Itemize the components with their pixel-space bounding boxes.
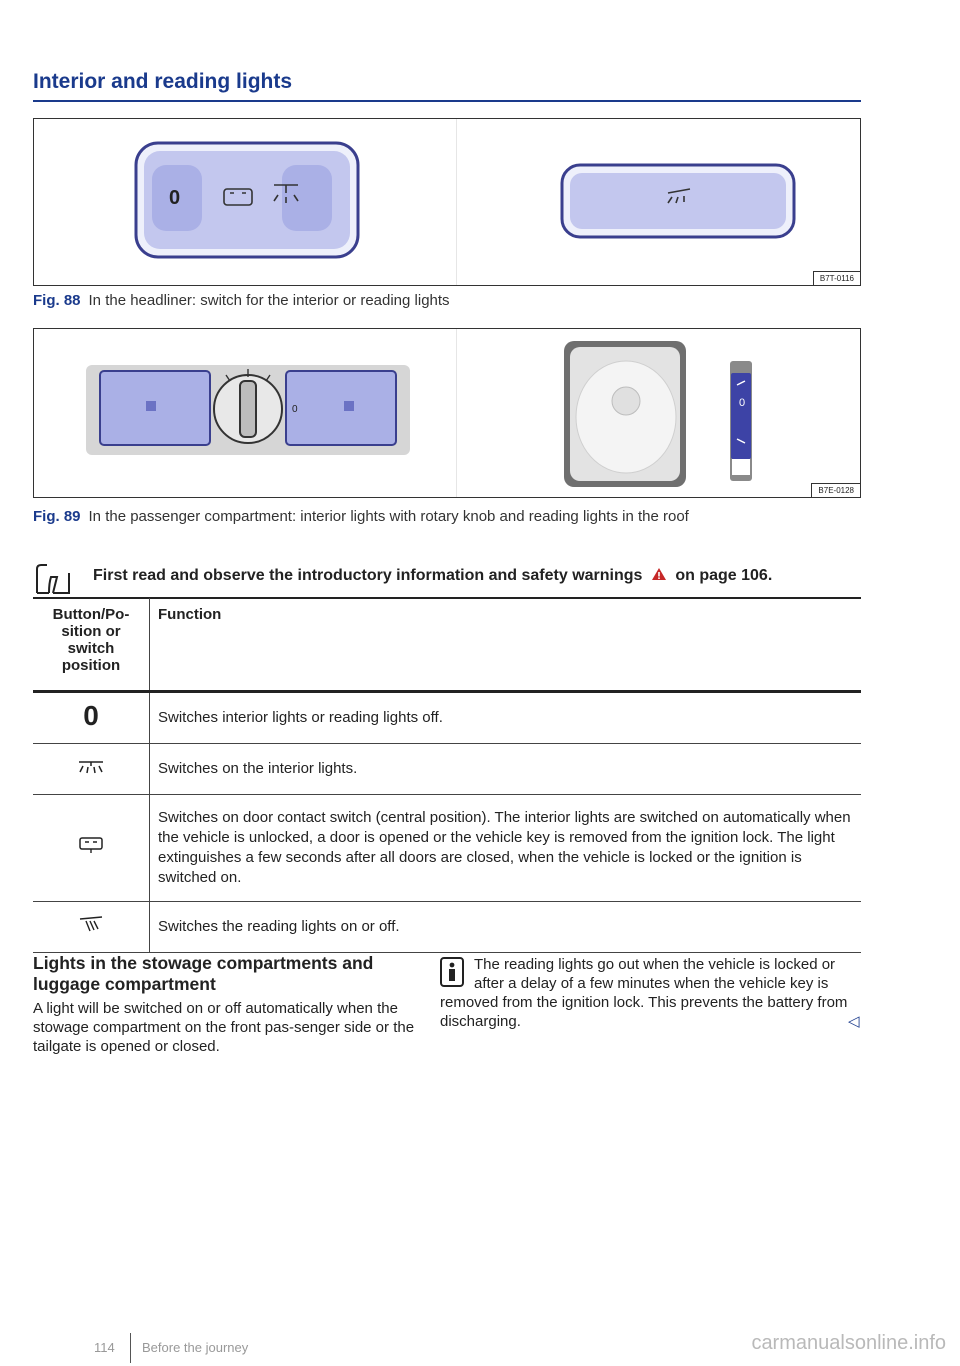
end-marker: ◁ [848, 1013, 860, 1030]
knob-zero-label: 0 [292, 404, 298, 415]
header-button-position: Button/Po-sition or switch position [33, 598, 150, 692]
info-note [440, 955, 864, 1031]
figure-89 [33, 328, 861, 498]
function-cell: Switches on door contact switch (central position). The interior lights are switched on automatically when the vehicle is unlocked, a door is opened or the vehicle key is removed from the ignition lock. The light extinguishes a few seconds after all doors are closed, when the vehicle is locked or the ignition is switched on. [150, 795, 862, 902]
safety-notice [33, 563, 863, 597]
footer-divider [130, 1333, 131, 1363]
table-row [33, 744, 861, 795]
figure-code: B7E-0128 [811, 483, 860, 497]
notice-main-text: First read and observe the introductory information and safety warnings [93, 567, 643, 584]
figure-89-label: Fig. 89 [33, 508, 81, 525]
watermark: carmanualsonline.info [751, 1332, 946, 1354]
page-title: Interior and reading lights [33, 70, 293, 93]
table-row [33, 795, 861, 902]
header-function: Function [150, 598, 862, 692]
notice-text [93, 567, 772, 585]
info-icon [440, 957, 464, 987]
interior-light-icon [76, 758, 106, 774]
symbol-cell [33, 692, 150, 744]
figure-divider [456, 329, 457, 497]
function-cell: Switches the reading lights on or off. [150, 902, 862, 953]
rocker-zero-label: 0 [739, 397, 746, 409]
title-rule [33, 100, 861, 102]
function-cell: Switches on the interior lights. [150, 744, 862, 795]
section-heading: Lights in the stowage compartments and luggage compartment [33, 953, 374, 994]
function-table [33, 598, 861, 953]
footer-section: Before the journey [142, 1340, 249, 1355]
notice-page-ref: on page 106. [675, 567, 773, 584]
table-header-row [33, 598, 861, 692]
zero-symbol: 0 [83, 699, 99, 731]
table-row [33, 902, 861, 953]
page-number: 114 [94, 1340, 115, 1355]
figure-88-caption-text: In the headliner: switch for the interior or reading lights [88, 292, 450, 309]
note-text: The reading lights go out when the vehicle is locked or after a delay of a few minutes when the vehicle key is removed from the ignition lock. This prevents the battery from discharging. [440, 956, 848, 1030]
function-cell: Switches interior lights or reading lights off. [150, 692, 862, 744]
warning-icon [651, 567, 667, 581]
figure-88-caption [33, 292, 450, 309]
switch-zero-label: 0 [169, 187, 181, 209]
figure-89-caption [33, 508, 689, 525]
door-contact-icon [76, 835, 106, 855]
figure-code: B7T-0116 [813, 271, 860, 285]
symbol-cell [33, 744, 150, 795]
rotary-knob-illustration [86, 361, 416, 461]
reading-light-switch-illustration [560, 163, 800, 243]
reading-light-icon [76, 915, 106, 933]
symbol-cell [33, 902, 150, 953]
table-row [33, 692, 861, 744]
roof-reading-lights-illustration [564, 341, 864, 491]
section-body: A light will be switched on or off automatically when the stowage compartment on the front pas-senger side or the tailgate is opened or closed. [33, 1000, 415, 1055]
figure-divider [456, 119, 457, 285]
symbol-cell [33, 795, 150, 902]
book-icon [33, 563, 73, 595]
figure-89-caption-text: In the passenger compartment: interior lights with rotary knob and reading lights in the roof [88, 508, 689, 525]
figure-88-label: Fig. 88 [33, 292, 81, 309]
figure-88 [33, 118, 861, 286]
